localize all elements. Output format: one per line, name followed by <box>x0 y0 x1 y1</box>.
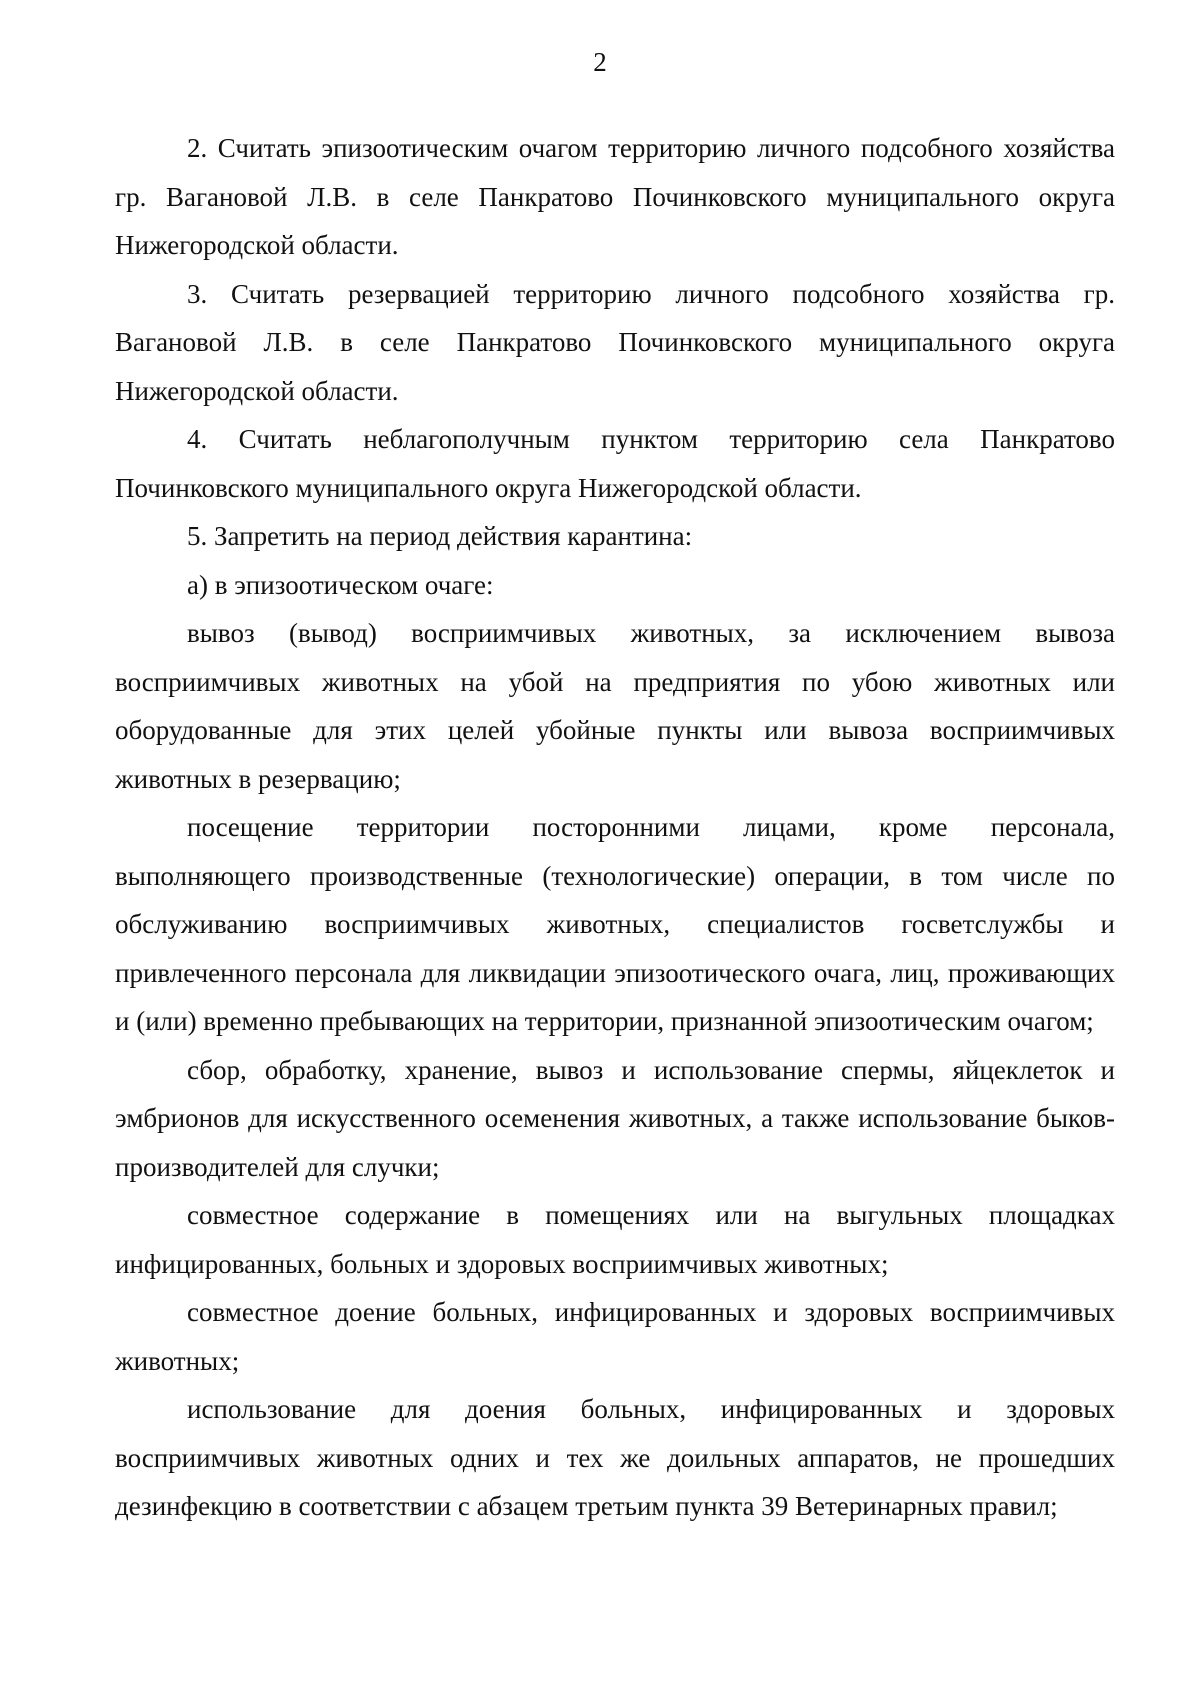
document-body <box>115 124 1115 1531</box>
paragraph-item-4: 4. Считать неблагополучным пунктом территорию села Панкратово Починковского муниципального округа Нижегородской области. <box>115 424 1115 503</box>
paragraph-item-2: 2. Считать эпизоотическим очагом территорию личного подсобного хозяйства гр. Вагановой Л.В. в селе Панкратово Починковского муниципального округа Нижегородской области. <box>115 133 1115 260</box>
prohibition-milking-apparatus: использование для доения больных, инфицированных и здоровых восприимчивых животных одних и тех же доильных аппаратов, не прошедших дезинфекцию в соответствии с абзацем третьим пункта 39 Ветеринарных правил; <box>115 1394 1115 1521</box>
page-number: 2 <box>593 47 607 77</box>
paragraph-item-5: 5. Запретить на период действия карантина: <box>187 521 693 551</box>
prohibition-visits: посещение территории посторонними лицами, кроме персонала, выполняющего производственные (технологические) операции, в том числе по обслуживанию восприимчивых животных, специалистов госветслужбы и привлеченного персонала для ликвидации эпизоотического очага, лиц, проживающих и (или) временно пребывающих на территории, признанной эпизоотическим очагом; <box>115 812 1115 1036</box>
paragraph-item-3: 3. Считать резервацией территорию личного подсобного хозяйства гр. Вагановой Л.В. в селе Панкратово Починковского муниципального округа Нижегородской области. <box>115 278 1115 406</box>
prohibition-sperm-collection: сбор, обработку, хранение, вывоз и использование спермы, яйцеклеток и эмбрионов для искусственного осеменения животных, а также использование быков-производителей для случки; <box>115 1054 1115 1182</box>
prohibition-joint-milking: совместное доение больных, инфицированных и здоровых восприимчивых животных; <box>115 1297 1115 1376</box>
prohibition-export: вывоз (вывод) восприимчивых животных, за исключением вывоза восприимчивых животных на убой на предприятия по убою животных или оборудованные для этих целей убойные пункты или вывоза восприимчивых животных в резервацию; <box>115 618 1115 794</box>
prohibition-joint-keeping: совместное содержание в помещениях или на выгульных площадках инфицированных, больных и здоровых восприимчивых животных; <box>115 1200 1115 1279</box>
subparagraph-a: а) в эпизоотическом очаге: <box>187 569 494 600</box>
